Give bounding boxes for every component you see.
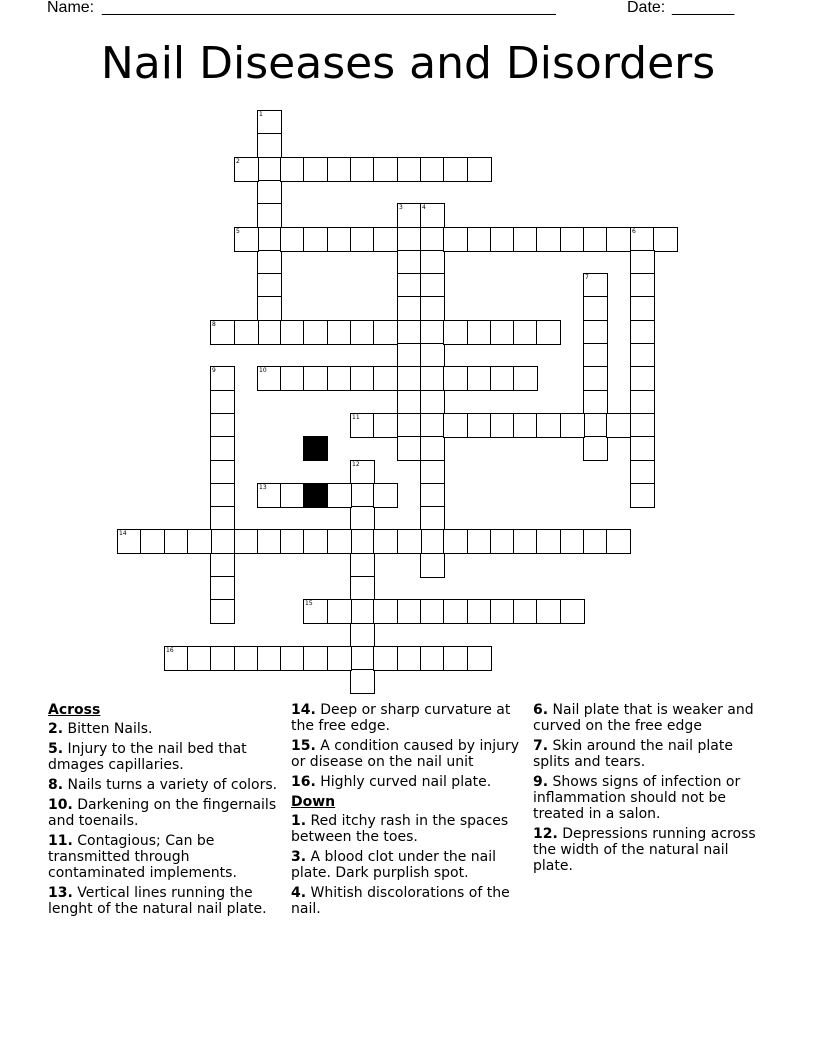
grid-cell[interactable] [606,227,631,252]
grid-cell[interactable] [280,320,305,345]
grid-cell[interactable] [560,599,585,624]
clue-text: Shows signs of infection or inflammation should not be treated in a salon. [533,774,741,822]
clue-number: 13. [48,885,73,901]
grid-cell[interactable] [210,366,235,391]
grid-cell[interactable] [420,646,445,671]
grid-cell[interactable] [630,413,655,438]
clue-down-3 [291,849,523,881]
grid-cell[interactable] [397,529,422,554]
clue-text: Nail plate that is weaker and curved on the free edge [533,702,754,734]
grid-cell[interactable] [397,157,422,182]
grid-cell[interactable] [490,413,515,438]
grid-cell[interactable] [397,296,422,321]
clue-text: Deep or sharp curvature at the free edge. [291,702,511,734]
clues-column-1 [48,702,280,921]
clue-number: 16. [291,774,316,790]
grid-cell[interactable] [303,227,328,252]
grid-cell[interactable] [350,413,375,438]
grid-cell[interactable] [257,646,282,671]
clue-text: Depressions running across the width of the natural nail plate. [533,826,756,874]
grid-cell[interactable] [443,366,468,391]
grid-cell[interactable] [583,343,608,368]
clue-text: Highly curved nail plate. [320,774,492,790]
clue-number: 3. [291,849,307,865]
grid-cell[interactable] [257,110,282,135]
grid-cell[interactable] [373,599,398,624]
clue-text: Nails turns a variety of colors. [67,777,278,793]
grid-cell[interactable] [303,599,328,624]
grid-cell[interactable] [443,599,468,624]
clue-number: 10. [48,797,73,813]
grid-cell[interactable] [303,366,328,391]
grid-cell[interactable] [513,413,538,438]
grid-cell[interactable] [210,460,235,485]
cell-number: 8 [212,321,216,328]
clue-text: A condition caused by injury or disease on the nail unit [291,738,520,770]
grid-cell[interactable] [164,646,189,671]
grid-cell[interactable] [467,227,492,252]
cell-number: 12 [352,461,360,468]
grid-cell[interactable] [234,529,259,554]
grid-cell[interactable] [653,227,678,252]
grid-cell[interactable] [187,646,212,671]
grid-cell[interactable] [420,390,445,415]
cell-number: 14 [119,530,127,537]
grid-cell[interactable] [443,529,468,554]
grid-cell[interactable] [280,646,305,671]
grid-cell[interactable] [257,133,282,158]
grid-cell[interactable] [303,320,328,345]
cell-number: 7 [585,274,589,281]
grid-cell[interactable] [630,460,655,485]
grid-cell[interactable] [513,366,538,391]
grid-cell[interactable] [257,157,282,182]
grid-cell[interactable] [164,529,189,554]
grid-cell[interactable] [350,366,375,391]
grid-cell[interactable] [420,320,445,345]
clues-column-3 [533,702,765,878]
grid-cell[interactable] [606,413,631,438]
grid-cell[interactable] [560,413,585,438]
grid-cell[interactable] [467,157,492,182]
grid-cell[interactable] [420,157,445,182]
grid-cell[interactable] [210,529,235,554]
clue-down-4 [291,885,523,917]
grid-cell[interactable] [467,529,492,554]
clue-across-15 [291,738,523,770]
black-cell [303,436,328,461]
clue-text: Skin around the nail plate splits and tears. [533,738,733,770]
grid-cell[interactable] [630,227,655,252]
grid-cell[interactable] [420,366,445,391]
grid-cell[interactable] [350,553,375,578]
grid-cell[interactable] [397,250,422,275]
cell-number: 11 [352,414,360,421]
cell-number: 13 [259,484,267,491]
grid-cell[interactable] [420,483,445,508]
grid-cell[interactable] [257,483,282,508]
clue-across-16 [291,774,523,790]
clue-number: 8. [48,777,64,793]
clue-down-6 [533,702,765,734]
grid-cell[interactable] [350,529,375,554]
grid-cell[interactable] [257,273,282,298]
clue-across-10 [48,797,280,829]
grid-cell[interactable] [467,646,492,671]
grid-cell[interactable] [443,157,468,182]
grid-cell[interactable] [257,203,282,228]
grid-cell[interactable] [373,529,398,554]
cell-number: 2 [236,158,240,165]
grid-cell[interactable] [583,366,608,391]
grid-cell[interactable] [397,366,422,391]
grid-cell[interactable] [420,460,445,485]
grid-cell[interactable] [583,227,608,252]
grid-cell[interactable] [187,529,212,554]
grid-cell[interactable] [257,366,282,391]
grid-cell[interactable] [467,320,492,345]
grid-cell[interactable] [420,296,445,321]
grid-cell[interactable] [350,227,375,252]
grid-cell[interactable] [350,669,375,694]
page-title: Nail Diseases and Disorders [100,38,716,89]
grid-cell[interactable] [490,227,515,252]
grid-cell[interactable] [420,436,445,461]
clues-column-2 [291,702,523,921]
grid-cell[interactable] [210,320,235,345]
clue-text: Whitish discolorations of the nail. [291,885,510,917]
grid-cell[interactable] [210,506,235,531]
grid-cell[interactable] [630,343,655,368]
grid-cell[interactable] [397,320,422,345]
grid-cell[interactable] [373,227,398,252]
grid-cell[interactable] [234,320,259,345]
grid-cell[interactable] [327,599,352,624]
name-label: Name: [47,0,95,16]
grid-cell[interactable] [420,553,445,578]
grid-cell[interactable] [630,436,655,461]
date-label: Date: [627,0,666,16]
grid-cell[interactable] [397,436,422,461]
clue-down-7 [533,738,765,770]
black-cell [303,483,328,508]
grid-cell[interactable] [257,296,282,321]
grid-cell[interactable] [630,320,655,345]
grid-cell[interactable] [280,227,305,252]
cell-number: 5 [236,228,240,235]
grid-cell[interactable] [350,460,375,485]
grid-cell[interactable] [373,483,398,508]
grid-cell[interactable] [583,320,608,345]
cell-number: 15 [305,600,313,607]
grid-cell[interactable] [257,529,282,554]
clue-across-8 [48,777,280,793]
cell-number: 3 [399,204,403,211]
grid-cell[interactable] [327,157,352,182]
grid-cell[interactable] [280,366,305,391]
grid-cell[interactable] [513,599,538,624]
clue-down-1 [291,813,523,845]
grid-cell[interactable] [420,343,445,368]
grid-cell[interactable] [420,599,445,624]
clue-number: 9. [533,774,549,790]
clue-text: Red itchy rash in the spaces between the toes. [291,813,509,845]
grid-cell[interactable] [397,390,422,415]
grid-cell[interactable] [303,157,328,182]
grid-cell[interactable] [373,320,398,345]
grid-cell[interactable] [397,646,422,671]
grid-cell[interactable] [536,413,561,438]
grid-cell[interactable] [397,227,422,252]
grid-cell[interactable] [210,413,235,438]
grid-cell[interactable] [630,273,655,298]
grid-cell[interactable] [210,436,235,461]
clue-number: 5. [48,741,64,757]
grid-cell[interactable] [303,646,328,671]
grid-cell[interactable] [606,529,631,554]
grid-cell[interactable] [373,413,398,438]
grid-cell[interactable] [397,343,422,368]
grid-cell[interactable] [630,250,655,275]
grid-cell[interactable] [513,529,538,554]
clue-down-9 [533,774,765,822]
grid-cell[interactable] [350,483,375,508]
grid-cell[interactable] [210,646,235,671]
grid-cell[interactable] [327,366,352,391]
grid-cell[interactable] [373,646,398,671]
clue-text: Bitten Nails. [67,721,153,737]
grid-cell[interactable] [327,646,352,671]
grid-cell[interactable] [350,646,375,671]
grid-cell[interactable] [117,529,142,554]
clue-text: A blood clot under the nail plate. Dark purplish spot. [291,849,496,881]
grid-cell[interactable] [397,273,422,298]
grid-cell[interactable] [583,390,608,415]
grid-cell[interactable] [397,203,422,228]
grid-cell[interactable] [490,599,515,624]
across-heading: Across [48,702,101,718]
grid-cell[interactable] [257,180,282,205]
grid-cell[interactable] [420,506,445,531]
clue-number: 12. [533,826,558,842]
grid-cell[interactable] [420,273,445,298]
clue-text: Injury to the nail bed that dmages capillaries. [48,741,247,773]
grid-cell[interactable] [210,599,235,624]
grid-cell[interactable] [280,483,305,508]
grid-cell[interactable] [210,390,235,415]
grid-cell[interactable] [373,157,398,182]
clue-across-2 [48,721,280,737]
clue-number: 7. [533,738,549,754]
grid-cell[interactable] [350,623,375,648]
clue-across-11 [48,833,280,881]
grid-cell[interactable] [467,413,492,438]
clue-down-12 [533,826,765,874]
grid-cell[interactable] [234,157,259,182]
grid-cell[interactable] [350,157,375,182]
grid-cell[interactable] [397,413,422,438]
grid-cell[interactable] [513,320,538,345]
cell-number: 6 [632,228,636,235]
grid-cell[interactable] [327,227,352,252]
grid-cell[interactable] [583,296,608,321]
grid-cell[interactable] [140,529,165,554]
grid-cell[interactable] [327,320,352,345]
clue-number: 4. [291,885,307,901]
clue-text: Darkening on the fingernails and toenails. [48,797,277,829]
grid-cell[interactable] [630,483,655,508]
grid-cell[interactable] [210,576,235,601]
grid-cell[interactable] [303,529,328,554]
grid-cell[interactable] [234,227,259,252]
clue-number: 14. [291,702,316,718]
grid-cell[interactable] [280,529,305,554]
cell-number: 4 [422,204,426,211]
grid-cell[interactable] [630,390,655,415]
grid-cell[interactable] [210,483,235,508]
grid-cell[interactable] [560,227,585,252]
grid-cell[interactable] [630,296,655,321]
clue-across-14 [291,702,523,734]
grid-cell[interactable] [420,413,445,438]
grid-cell[interactable] [350,599,375,624]
grid-cell[interactable] [583,273,608,298]
grid-cell[interactable] [490,320,515,345]
clue-number: 1. [291,813,307,829]
grid-cell[interactable] [257,227,282,252]
grid-cell[interactable] [536,599,561,624]
grid-cell[interactable] [536,320,561,345]
clue-number: 15. [291,738,316,754]
down-heading: Down [291,794,336,810]
grid-cell[interactable] [420,203,445,228]
grid-cell[interactable] [327,483,352,508]
grid-cell[interactable] [257,250,282,275]
cell-number: 1 [259,111,263,118]
clue-text: Vertical lines running the lenght of the natural nail plate. [48,885,267,917]
clue-number: 11. [48,833,73,849]
name-field[interactable]: ___________________________________________________ [102,0,556,16]
grid-cell[interactable] [397,599,422,624]
grid-cell[interactable] [443,646,468,671]
cell-number: 9 [212,367,216,374]
clue-across-5 [48,741,280,773]
cell-number: 16 [166,647,174,654]
grid-cell[interactable] [373,366,398,391]
date-field[interactable]: _______ [672,0,735,16]
grid-cell[interactable] [420,529,445,554]
grid-cell[interactable] [583,529,608,554]
grid-cell[interactable] [257,320,282,345]
grid-cell[interactable] [630,366,655,391]
grid-cell[interactable] [234,646,259,671]
grid-cell[interactable] [560,529,585,554]
cell-number: 10 [259,367,267,374]
grid-cell[interactable] [443,413,468,438]
grid-cell[interactable] [210,553,235,578]
grid-cell[interactable] [490,529,515,554]
grid-cell[interactable] [583,436,608,461]
grid-cell[interactable] [350,320,375,345]
grid-cell[interactable] [327,529,352,554]
clue-text: Contagious; Can be transmitted through contaminated implements. [48,833,237,881]
grid-cell[interactable] [420,250,445,275]
grid-cell[interactable] [443,320,468,345]
grid-cell[interactable] [583,413,608,438]
grid-cell[interactable] [420,227,445,252]
grid-cell[interactable] [350,506,375,531]
grid-cell[interactable] [467,599,492,624]
grid-cell[interactable] [443,227,468,252]
grid-cell[interactable] [536,529,561,554]
clue-number: 6. [533,702,549,718]
grid-cell[interactable] [280,157,305,182]
grid-cell[interactable] [490,366,515,391]
clue-number: 2. [48,721,64,737]
grid-cell[interactable] [513,227,538,252]
grid-cell[interactable] [350,576,375,601]
clue-across-13 [48,885,280,917]
grid-cell[interactable] [536,227,561,252]
grid-cell[interactable] [467,366,492,391]
